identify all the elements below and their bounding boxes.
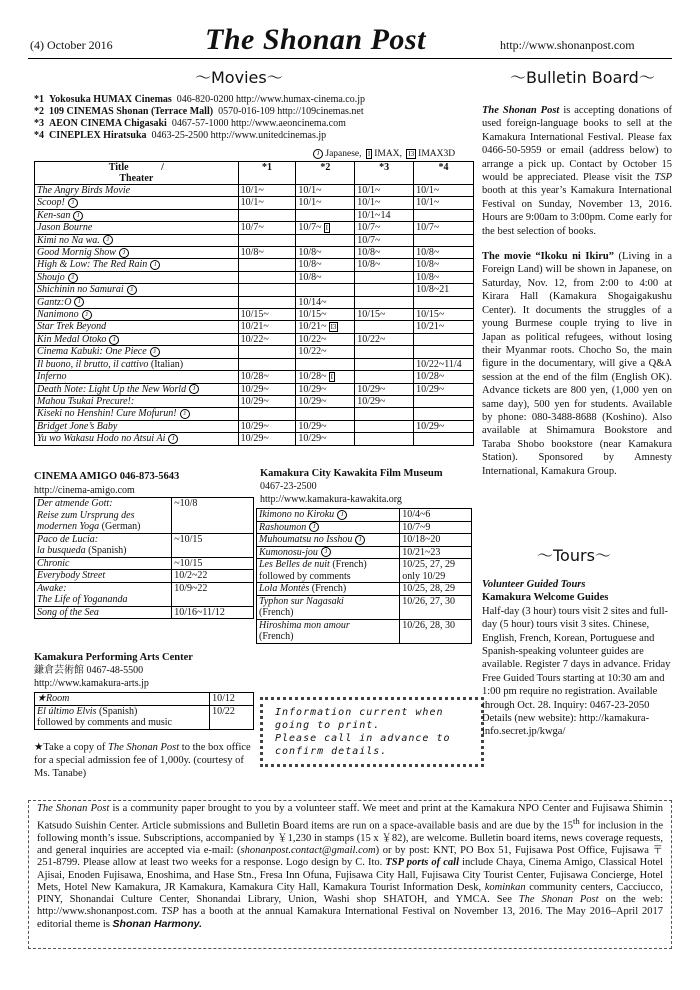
showing-date bbox=[355, 420, 414, 432]
showing-date: 10/29~ bbox=[355, 383, 414, 395]
showing-date: 10/15~ bbox=[238, 309, 296, 321]
film-title: Chronic bbox=[35, 557, 172, 570]
showing-date: ~10/15 bbox=[172, 533, 254, 557]
movie-title: Death Note: Light Up the New World J bbox=[35, 383, 239, 395]
imax3d-icon: I3 bbox=[408, 150, 415, 158]
japanese-icon: J bbox=[355, 535, 365, 545]
table-row bbox=[35, 582, 254, 606]
table-row bbox=[257, 619, 472, 643]
cinema-item: *1 Yokosuka HUMAX Cinemas 046-820-0200 http://www.humax-cinema.co.jp bbox=[34, 94, 365, 105]
kpac-heading: Kamakura Performing Arts Center bbox=[34, 652, 193, 663]
showing-date: 10/15~ bbox=[355, 309, 414, 321]
showing-date bbox=[238, 296, 296, 308]
showing-date: 10/26, 28, 30 bbox=[400, 619, 472, 643]
showing-date: 10/22~ bbox=[355, 333, 414, 345]
table-row bbox=[35, 358, 474, 370]
showing-date bbox=[414, 296, 474, 308]
imax-icon: I bbox=[367, 150, 371, 158]
showing-date bbox=[414, 333, 474, 345]
showing-date: 10/26, 27, 30 bbox=[400, 595, 472, 619]
table-row bbox=[35, 247, 474, 259]
showing-date bbox=[355, 346, 414, 358]
bulletin-item-movie: The movie “Ikoku ni Ikiru” (Living in a Foreign Land) will be shown in Japanese, on Saturday, Nov. 12, from 2:00 to 4:00 at Kirara Hall (Kamakura Shogaigakushu Center). It documents the struggles of a young Burmese couple trying to live in Japan as political refugees, without losing their Myanmar roots. Chocho So, the main figure in the documentary, will give a Q&A session at the end of the film (English OK). Advance tickets are 800 yen, (1,000 yen on same day), 500 yen for students. Available by phone: 080-3488-8688 (Koshino). Also available at Shimamura Bookstore and Taraba Shobo bookstore (near Kamakura Station). Sponsored by Amnesty International, Kamakura Group. bbox=[482, 251, 672, 477]
japanese-icon: J bbox=[309, 522, 319, 532]
masthead-title: The Shonan Post bbox=[205, 23, 426, 56]
movies-table bbox=[34, 161, 474, 446]
film-title: Paco de Lucia: la busqueda (Spanish) bbox=[35, 533, 172, 557]
japanese-icon: J bbox=[313, 149, 323, 159]
showing-date: 10/15~ bbox=[414, 309, 474, 321]
showing-date: 10/28~ bbox=[238, 371, 296, 383]
movie-title: Shichinin no Samurai J bbox=[35, 284, 239, 296]
showing-date: 10/7~ bbox=[238, 222, 296, 234]
japanese-icon: J bbox=[82, 310, 92, 320]
showing-date bbox=[355, 371, 414, 383]
cinema-list bbox=[34, 94, 474, 142]
showing-date: 10/8~ bbox=[414, 247, 474, 259]
table-row bbox=[35, 371, 474, 383]
showing-date: 10/8~ bbox=[296, 247, 355, 259]
showing-date bbox=[238, 271, 296, 283]
showing-date bbox=[414, 395, 474, 407]
japanese-icon: J bbox=[321, 547, 331, 557]
table-row bbox=[35, 333, 474, 345]
amigo-heading: CINEMA AMIGO 046-873-5643 bbox=[34, 471, 180, 482]
showing-date: 10/7~ bbox=[355, 222, 414, 234]
bulletin-heading: 〜Bulletin Board〜 bbox=[510, 68, 655, 87]
movie-title: Gantz:O J bbox=[35, 296, 239, 308]
showing-date bbox=[238, 209, 296, 221]
showing-date: 10/7~9 bbox=[400, 521, 472, 534]
showing-date: 10/8~ bbox=[238, 247, 296, 259]
movie-title: Ken-san J bbox=[35, 209, 239, 221]
kawakita-url[interactable]: http://www.kamakura-kawakita.org bbox=[260, 494, 402, 505]
table-row bbox=[35, 498, 254, 534]
format-legend: J Japanese, I IMAX, I3 IMAX3D bbox=[310, 149, 455, 161]
movie-title: High & Low: The Red Rain J bbox=[35, 259, 239, 271]
imax-icon: I3 bbox=[330, 323, 337, 332]
kpac-url[interactable]: http://www.kamakura-arts.jp bbox=[34, 678, 149, 689]
japanese-icon: J bbox=[68, 198, 78, 208]
table-row bbox=[257, 521, 472, 534]
movie-title: Cinema Kabuki: One Piece J bbox=[35, 346, 239, 358]
showing-date: 10/29~ bbox=[296, 383, 355, 395]
showing-date bbox=[355, 408, 414, 420]
showing-date: 10/8~ bbox=[296, 271, 355, 283]
showing-date: 10/29~ bbox=[355, 395, 414, 407]
film-title: Song of the Sea bbox=[35, 606, 172, 619]
showing-date: 10/28~ bbox=[414, 371, 474, 383]
table-row bbox=[35, 185, 474, 197]
showing-date bbox=[414, 433, 474, 445]
showing-date: 10/7~ I bbox=[296, 222, 355, 234]
movies-heading: 〜Movies〜 bbox=[195, 68, 283, 87]
japanese-icon: J bbox=[189, 384, 199, 394]
table-row bbox=[257, 595, 472, 619]
table-row bbox=[35, 383, 474, 395]
table-row bbox=[35, 197, 474, 209]
tours-body: Volunteer Guided Tours Kamakura Welcome Guides Half-day (3 hour) tours visit 2 sites and full-day (5 hour) tours visit 3 sites. Chinese, English, French, Korean, Portuguese and Spanish-speaking volunteer guides are available. Register 7 days in advance. Friday Free Guided Tours starting at 10:30 am and 1:00 pm require no registration. Available through Oct. 28. Inquiry: 0467-23-2050 Details (new website): http://kamakura-info.secret.jp/kwga/ bbox=[482, 579, 671, 738]
showing-date bbox=[355, 321, 414, 333]
showing-date: 10/28~ I bbox=[296, 371, 355, 383]
imax-icon: I bbox=[325, 223, 328, 232]
showing-date: 10/29~ bbox=[296, 395, 355, 407]
film-title: Muhoumatsu no Isshou J bbox=[257, 534, 400, 547]
movie-title: Kin Medal Otoko J bbox=[35, 333, 239, 345]
showing-date: 10/8~ bbox=[414, 271, 474, 283]
showing-date bbox=[238, 408, 296, 420]
table-row: ★Room 10/12 bbox=[35, 693, 254, 706]
showing-date: 10/18~20 bbox=[400, 534, 472, 547]
film-title: Hiroshima mon amour (French) bbox=[257, 619, 400, 643]
showing-date: 10/21~ bbox=[238, 321, 296, 333]
table-row bbox=[35, 296, 474, 308]
japanese-icon: J bbox=[109, 335, 119, 345]
japanese-icon: J bbox=[150, 347, 160, 357]
showing-date: 10/1~ bbox=[296, 185, 355, 197]
movie-title: Nanimono J bbox=[35, 309, 239, 321]
showing-date: 10/21~23 bbox=[400, 546, 472, 559]
showing-date: 10/4~6 bbox=[400, 509, 472, 522]
showing-date: 10/7~ bbox=[355, 234, 414, 246]
showing-date bbox=[296, 234, 355, 246]
showing-date bbox=[355, 433, 414, 445]
showing-date: 10/1~ bbox=[414, 185, 474, 197]
table-row bbox=[35, 284, 474, 296]
showing-date bbox=[355, 358, 414, 370]
kpac-phone: 鎌倉芸術館 0467-48-5500 bbox=[34, 665, 144, 676]
showing-date: 10/22~ bbox=[296, 333, 355, 345]
film-title: Typhon sur Nagasaki (French) bbox=[257, 595, 400, 619]
showing-date bbox=[238, 234, 296, 246]
info-notice: Information current when going to print. Please call in advance to confirm details. bbox=[260, 697, 484, 767]
movie-title: Shoujo J bbox=[35, 271, 239, 283]
japanese-icon: J bbox=[127, 285, 137, 295]
bulletin-body bbox=[482, 104, 672, 484]
showing-date: 10/8~ bbox=[355, 259, 414, 271]
movie-title: Good Mornig Show J bbox=[35, 247, 239, 259]
showing-date: 10/29~ bbox=[414, 383, 474, 395]
showing-date: 10/1~ bbox=[238, 197, 296, 209]
film-title: Les Belles de nuit (French) followed by comments bbox=[257, 559, 400, 583]
showing-date bbox=[355, 271, 414, 283]
showing-date: 10/29~ bbox=[238, 420, 296, 432]
cinema-item: *4 CINEPLEX Hiratsuka 0463-25-2500 http://www.unitedcinemas.jp bbox=[34, 130, 327, 141]
movie-title: Scoop! J bbox=[35, 197, 239, 209]
cinema-item: *3 AEON CINEMA Chigasaki 0467-57-1000 http://www.aeoncinema.com bbox=[34, 118, 346, 129]
movie-title: The Angry Birds Movie bbox=[35, 185, 239, 197]
showing-date: 10/2~22 bbox=[172, 570, 254, 583]
japanese-icon: J bbox=[68, 273, 78, 283]
table-row bbox=[35, 533, 254, 557]
film-title: Kumonosu-jou J bbox=[257, 546, 400, 559]
showing-date bbox=[414, 209, 474, 221]
showing-date: 10/8~ bbox=[296, 259, 355, 271]
showing-date: 10/1~ bbox=[296, 197, 355, 209]
movie-title: Il buono, il brutto, il cattivo (Italian) bbox=[35, 358, 239, 370]
japanese-icon: J bbox=[180, 409, 190, 419]
table-row bbox=[35, 309, 474, 321]
showing-date: 10/21~ I3 bbox=[296, 321, 355, 333]
showing-date bbox=[238, 284, 296, 296]
showing-date: 10/29~ bbox=[238, 433, 296, 445]
showing-date bbox=[296, 408, 355, 420]
showing-date: 10/29~ bbox=[238, 395, 296, 407]
film-title: Awake: The Life of Yogananda bbox=[35, 582, 172, 606]
showing-date: 10/8~ bbox=[414, 259, 474, 271]
showing-date: 10/1~ bbox=[238, 185, 296, 197]
amigo-table bbox=[34, 497, 254, 619]
table-row bbox=[35, 271, 474, 283]
table-row bbox=[257, 546, 472, 559]
table-row bbox=[257, 583, 472, 596]
showing-date bbox=[238, 259, 296, 271]
table-row bbox=[35, 321, 474, 333]
table-row bbox=[257, 509, 472, 522]
table-row bbox=[257, 559, 472, 583]
japanese-icon: J bbox=[150, 260, 160, 270]
table-row bbox=[35, 557, 254, 570]
showing-date: 10/15~ bbox=[296, 309, 355, 321]
showing-date bbox=[238, 358, 296, 370]
table-row bbox=[35, 234, 474, 246]
movie-title: Mahou Tsukai Precure!: bbox=[35, 395, 239, 407]
table-row: El último Elvis (Spanish) followed by comments and music 10/22 bbox=[35, 705, 254, 729]
film-title: Der atmende Gott: Reise zum Ursprung des modernen Yoga (German) bbox=[35, 498, 172, 534]
movie-title: Star Trek Beyond bbox=[35, 321, 239, 333]
footer-box: The Shonan Post is a community paper brought to you by a volunteer staff. We meet and print at the Kamakura NPO Center and Fujisawa Shimin Katsudo Suishin Center. Article submissions and Bulletin Board items are run on a space-available basis and are due by the 15th for inclusion in the following month’s issue. Subscriptions, accompanied by ￥1,230 in stamps (15 x ￥82), are welcome. Bulletin board items, news coverage requests, and general inquiries are accepted via e-mail: (shonanpost.contact@gmail.com) or by post: KNT, PO Box 51, Fujisawa Post Office, Fujisawa 〒251-8799. Please allow at least two weeks for a response. Logo design by C. Ito. TSP ports of call include Chaya, Cinema Amigo, Classical Hotel Ajisai, Enoden Fujisawa, Enoshima, and Hase Stn., Fresa Inn Ofuna, Fujisawa City Hall, Fujisawa City Tourist Center, Fujisawa Concierge, Hotel Mets, Hotel New Kamakura, JR Kamakura, Kamakura City Hall, Kamakura Tourist Information Desk, kominkan community centers, Cacciucco, PINY, Shonandai Culture Center, Shonandai Library, Union, Washi shop SHATOH, and YMCA. See The Shonan Post on the web: http://www.shonanpost.com. TSP has a booth at the annual Kamakura International Festival on November 13, 2016. The May 2016–April 2017 editorial theme is Shonan Harmony. bbox=[28, 800, 672, 949]
showing-date bbox=[296, 209, 355, 221]
showing-date: 10/7~ bbox=[414, 222, 474, 234]
kpac-table bbox=[34, 692, 254, 730]
showing-date: 10/21~ bbox=[414, 321, 474, 333]
showing-date bbox=[296, 358, 355, 370]
showing-date bbox=[355, 284, 414, 296]
showing-date: 10/1~14 bbox=[355, 209, 414, 221]
japanese-icon: J bbox=[103, 235, 113, 245]
showing-date bbox=[414, 346, 474, 358]
showing-date: ~10/15 bbox=[172, 557, 254, 570]
movie-title: Jason Bourne bbox=[35, 222, 239, 234]
japanese-icon: J bbox=[74, 297, 84, 307]
showing-date: 10/29~ bbox=[238, 383, 296, 395]
movie-title: Inferno bbox=[35, 371, 239, 383]
film-title: Everybody Street bbox=[35, 570, 172, 583]
table-row bbox=[35, 209, 474, 221]
japanese-icon: J bbox=[119, 248, 129, 258]
showing-date: 10/1~ bbox=[355, 197, 414, 209]
showing-date: 10/8~21 bbox=[414, 284, 474, 296]
showing-date: 10/14~ bbox=[296, 296, 355, 308]
film-title: Lola Montès (French) bbox=[257, 583, 400, 596]
movie-title: Yu wo Wakasu Hodo no Atsui Ai J bbox=[35, 433, 239, 445]
table-row bbox=[35, 259, 474, 271]
table-row bbox=[35, 606, 254, 619]
table-row bbox=[35, 433, 474, 445]
table-header: Title / Theater *1 *2 *3 *4 bbox=[35, 162, 474, 185]
showing-date: 10/1~ bbox=[414, 197, 474, 209]
japanese-icon: J bbox=[73, 211, 83, 221]
showing-date: 10/25, 27, 29 only 10/29 bbox=[400, 559, 472, 583]
admission-note: ★Take a copy of The Shonan Post to the box office for a special admission fee of 1,000y. (courtesy of Ms. Tanabe) bbox=[34, 742, 251, 779]
table-row bbox=[35, 395, 474, 407]
showing-date: 10/9~22 bbox=[172, 582, 254, 606]
showing-date: 10/16~11/12 bbox=[172, 606, 254, 619]
issue-date: (4) October 2016 bbox=[30, 38, 113, 52]
showing-date bbox=[355, 296, 414, 308]
showing-date: 10/22~ bbox=[238, 333, 296, 345]
showing-date bbox=[296, 284, 355, 296]
showing-date: 10/1~ bbox=[355, 185, 414, 197]
showing-date: 10/22~11/4 bbox=[414, 358, 474, 370]
japanese-icon: J bbox=[337, 510, 347, 520]
header-url[interactable]: http://www.shonanpost.com bbox=[500, 38, 635, 52]
movie-title: Kimi no Na wa. J bbox=[35, 234, 239, 246]
showing-date bbox=[238, 346, 296, 358]
table-row bbox=[35, 570, 254, 583]
table-row bbox=[35, 408, 474, 420]
showing-date: 10/29~ bbox=[296, 433, 355, 445]
table-row bbox=[35, 420, 474, 432]
amigo-url[interactable]: http://cinema-amigo.com bbox=[34, 485, 135, 496]
showing-date: ~10/8 bbox=[172, 498, 254, 534]
kawakita-heading: Kamakura City Kawakita Film Museum bbox=[260, 468, 443, 479]
cinema-item: *2 109 CINEMAS Shonan (Terrace Mall) 0570-016-109 http://109cinemas.net bbox=[34, 106, 364, 117]
movie-title: Kiseki no Henshin! Cure Mofurun! J bbox=[35, 408, 239, 420]
showing-date bbox=[414, 234, 474, 246]
table-row bbox=[35, 222, 474, 234]
japanese-icon: J bbox=[168, 434, 178, 444]
film-title: Ikimono no Kiroku J bbox=[257, 509, 400, 522]
showing-date: 10/25, 28, 29 bbox=[400, 583, 472, 596]
header-rule bbox=[28, 58, 672, 59]
imax-icon: I bbox=[330, 372, 333, 381]
showing-date: 10/29~ bbox=[414, 420, 474, 432]
showing-date: 10/8~ bbox=[355, 247, 414, 259]
showing-date bbox=[414, 408, 474, 420]
movie-title: Bridget Jone’s Baby bbox=[35, 420, 239, 432]
bulletin-item-books: The Shonan Post is accepting donations of used foreign-language books to sell at the Kamakura International Festival. Please fax 0466-50-5959 or email (address below) to arrange a pick up. Contact by October 15 would be appreciated. Please visit the TSP booth at this year’s Kamakura International Festival on Sunday, November 13, 2016. Hours are 9:00am to 3:00pm. Come early for the best selection of books. bbox=[482, 105, 672, 237]
tours-heading: 〜Tours〜 bbox=[537, 546, 611, 565]
kawakita-phone: 0467-23-2500 bbox=[260, 481, 317, 492]
showing-date: 10/29~ bbox=[296, 420, 355, 432]
film-title: Rashoumon J bbox=[257, 521, 400, 534]
table-row bbox=[35, 346, 474, 358]
kawakita-table bbox=[256, 508, 472, 644]
showing-date: 10/22~ bbox=[296, 346, 355, 358]
table-row bbox=[257, 534, 472, 547]
